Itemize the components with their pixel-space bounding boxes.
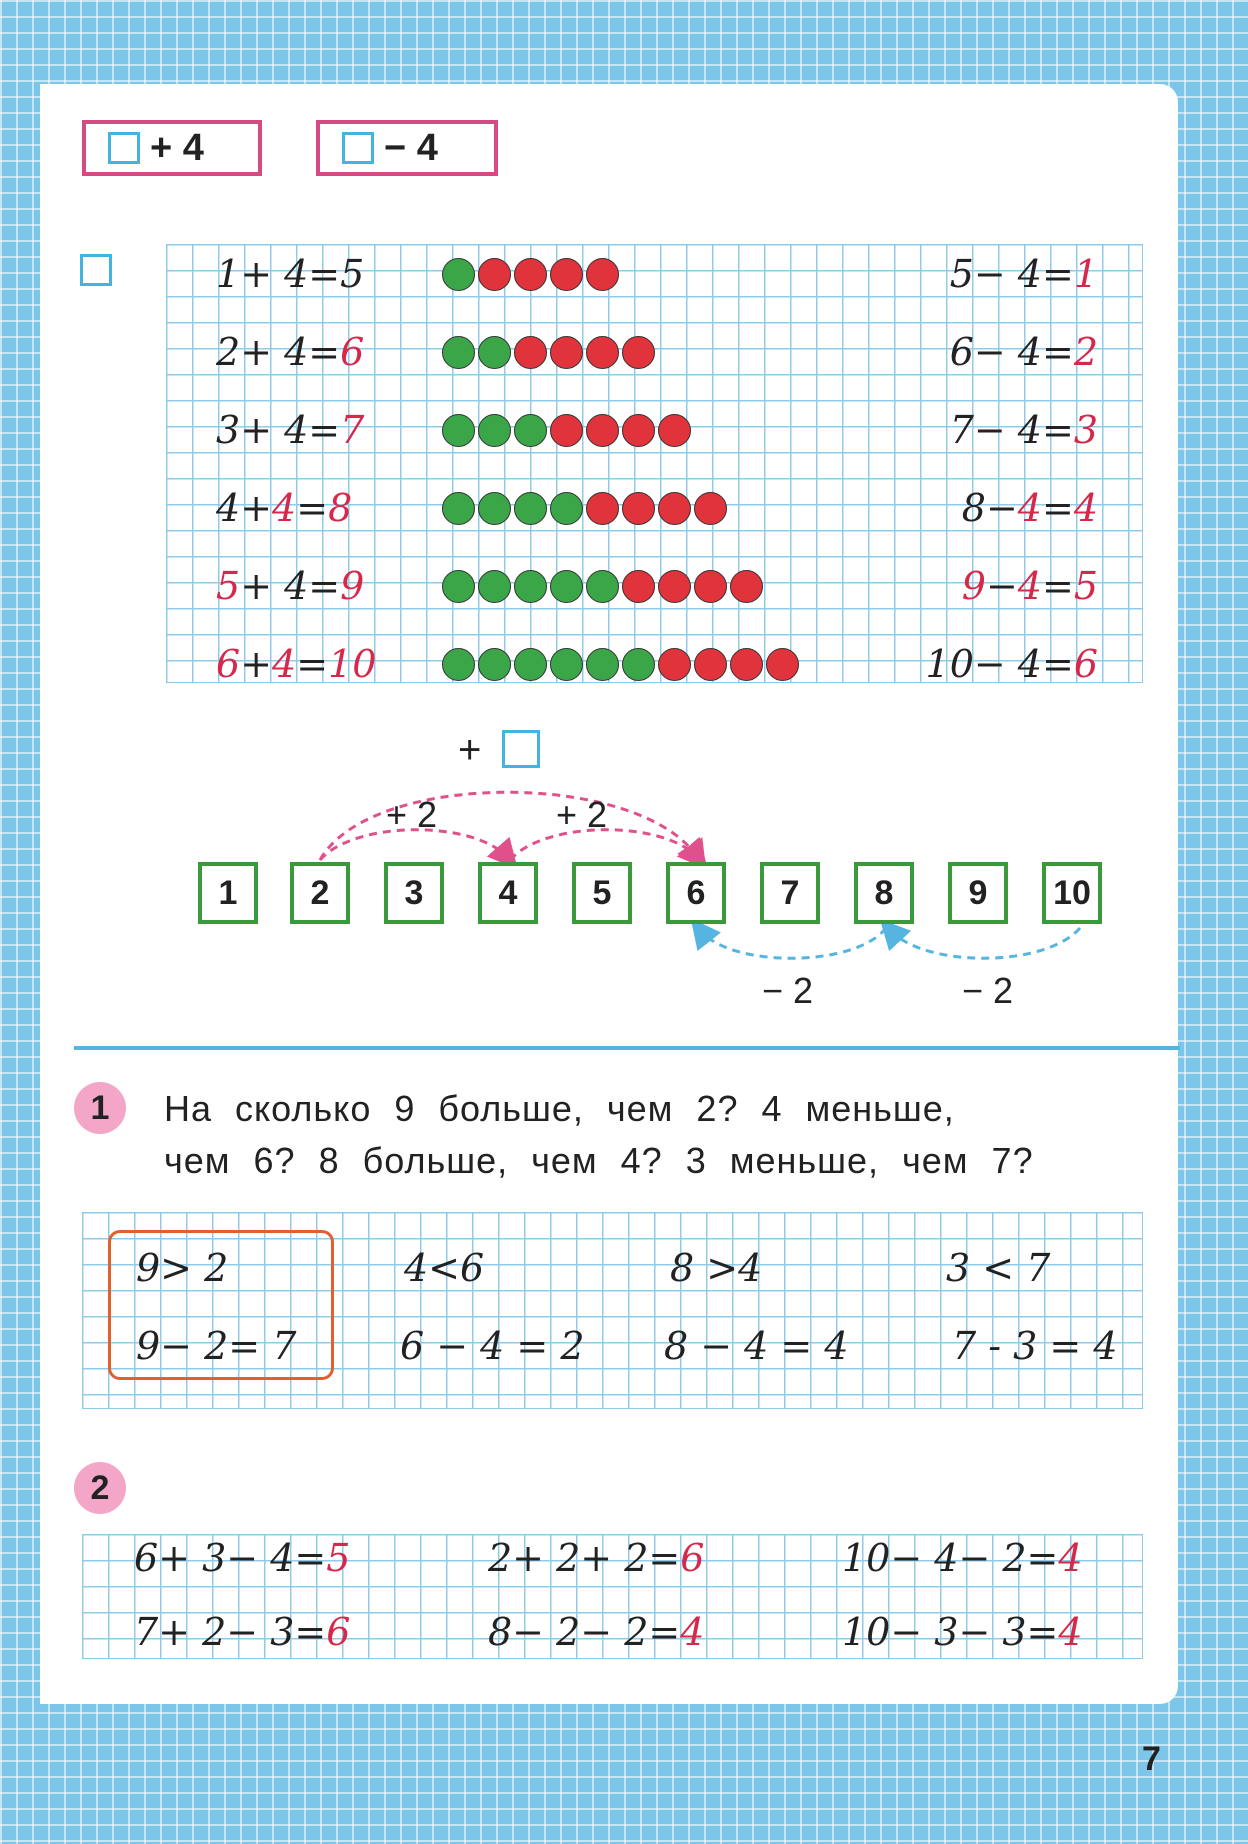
plus-four-arc [320, 792, 698, 860]
number-box-6: 6 [666, 862, 726, 924]
task-2-expr-3: 10− 4− 2=4 [842, 1536, 1083, 1580]
plus-two-label-a: + 2 [386, 794, 438, 835]
minus-two-label-b: − 2 [962, 970, 1014, 1011]
number-box-1: 1 [198, 862, 258, 924]
answer-3-compare: 8 >4 [670, 1246, 763, 1290]
task-2-expr-1: 6+ 3− 4=5 [134, 1536, 351, 1580]
minus-two-arc-a [700, 928, 886, 958]
task-2-badge: 2 [74, 1462, 126, 1514]
plus-blank-label: + [458, 728, 482, 772]
task-1-line-2: чем 6? 8 больше, чем 4? 3 меньше, чем 7? [164, 1140, 1034, 1181]
task-1-badge: 1 [74, 1082, 126, 1134]
number-box-7: 7 [760, 862, 820, 924]
answer-1-compare: 9> 2 [136, 1246, 229, 1290]
answer-1-equation: 9− 2= 7 [136, 1324, 297, 1368]
subtraction-equation: 8−4=4 [961, 486, 1098, 530]
task-2-expr-5: 8− 2− 2=4 [488, 1610, 705, 1654]
task-2-expr-6: 10− 3− 3=4 [842, 1610, 1083, 1654]
answer-3-equation: 8 − 4 = 4 [664, 1324, 849, 1368]
page-number: 7 [1142, 1740, 1161, 1778]
addition-equation: 6+4=10 [216, 642, 377, 686]
subtraction-equation: 6− 4=2 [949, 330, 1098, 374]
subtract-four-label: − 4 [384, 126, 438, 169]
blank-square-icon [502, 730, 540, 768]
task-2-expr-4: 7+ 2− 3=6 [134, 1610, 351, 1654]
plus-two-label-b: + 2 [556, 794, 608, 835]
addition-equation: 3+ 4=7 [216, 408, 365, 452]
minus-two-label-a: − 2 [762, 970, 814, 1011]
addition-equation: 1+ 4=5 [216, 252, 365, 296]
task-1-line-1: На сколько 9 больше, чем 2? 4 меньше, [164, 1088, 955, 1129]
answer-2-equation: 6 − 4 = 2 [400, 1324, 585, 1368]
addition-equation: 4+4=8 [216, 486, 353, 530]
answer-4-compare: 3 < 7 [946, 1246, 1051, 1290]
number-box-9: 9 [948, 862, 1008, 924]
subtraction-equation: 10− 4=6 [925, 642, 1098, 686]
subtraction-equation: 5− 4=1 [949, 252, 1098, 296]
addition-equation: 2+ 4=6 [216, 330, 365, 374]
addition-equation: 5+ 4=9 [216, 564, 365, 608]
number-box-8: 8 [854, 862, 914, 924]
number-box-2: 2 [290, 862, 350, 924]
section-divider [74, 1046, 1180, 1050]
number-box-5: 5 [572, 862, 632, 924]
minus-two-arc-b [890, 928, 1080, 958]
answer-2-compare: 4<6 [404, 1246, 485, 1290]
number-box-3: 3 [384, 862, 444, 924]
subtraction-equation: 9−4=5 [961, 564, 1098, 608]
number-box-4: 4 [478, 862, 538, 924]
subtraction-equation: 7− 4=3 [949, 408, 1098, 452]
task-2-expr-2: 2+ 2+ 2=6 [488, 1536, 705, 1580]
number-box-10: 10 [1042, 862, 1102, 924]
answer-4-equation: 7 - 3 = 4 [952, 1324, 1118, 1368]
add-four-label: + 4 [150, 126, 204, 169]
